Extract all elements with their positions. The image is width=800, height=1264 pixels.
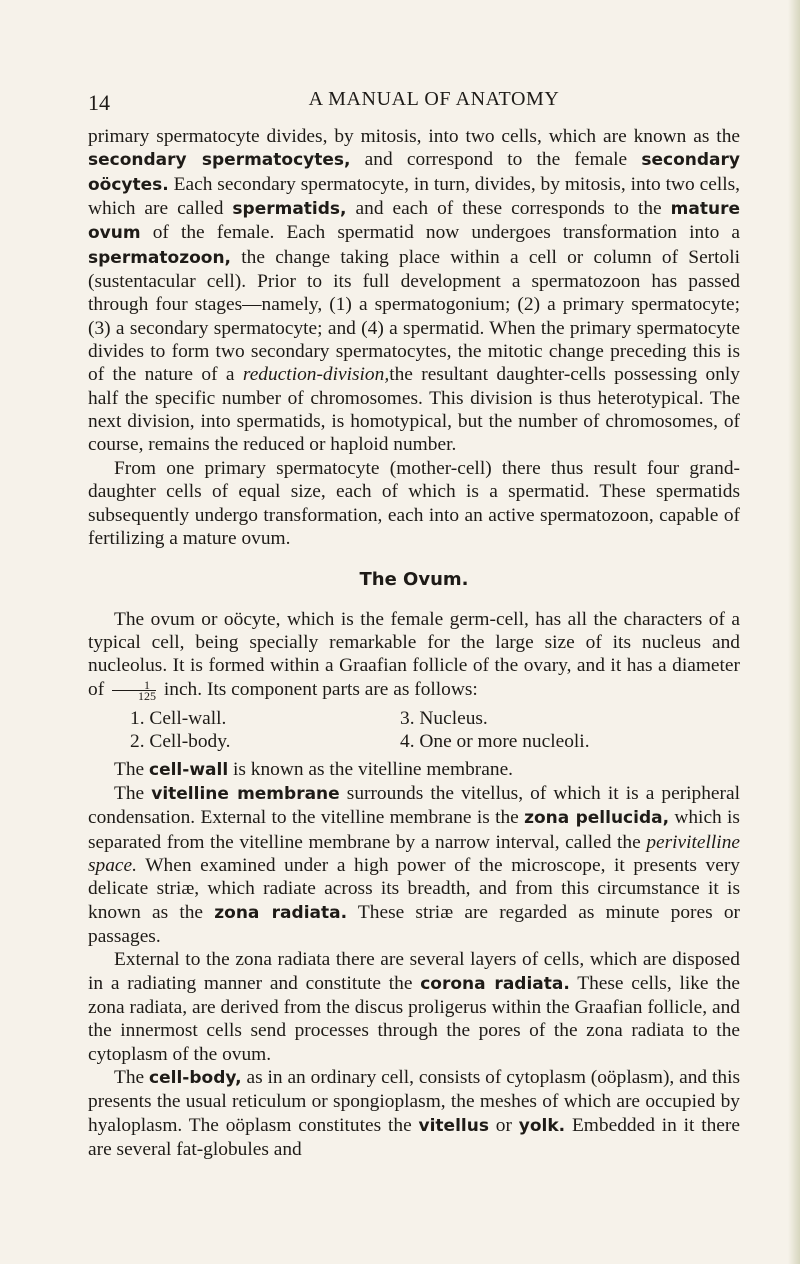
text: These striæ are regarded as minute pores or passages. — [88, 901, 741, 947]
text: and each of these corresponds to the — [346, 198, 671, 220]
running-head: A MANUAL OF ANATOMY — [308, 88, 560, 110]
text: the resultant daughter-cells possessing only half the specific number of chromosomes. This division is thus heterotypical. The next division, into spermatids, is homotypical, but the number of chromosomes, of course, remains the reduced or haploid number. — [88, 364, 740, 456]
list-item: 2. Cell-body. — [130, 731, 231, 753]
page-body — [88, 125, 740, 1161]
list-item: 1. Cell-wall. — [130, 707, 227, 729]
bold-term: yolk. — [518, 1115, 566, 1136]
text: The ovum or oöcyte, which is the female germ-cell, has all the characters of a typical cell, being specially remarkable for the large size of its nucleus and nucleolus. It is formed within a Graafian follicle of the ovary, and it has a diameter of — [88, 608, 740, 700]
page-number: 14 — [88, 90, 110, 115]
text: The — [114, 1067, 150, 1089]
bold-term: cell-wall — [149, 759, 229, 780]
bold-term: vitellus — [418, 1115, 489, 1136]
paragraph-corona-radiata — [88, 948, 740, 1066]
text: is known as the vitelline membrane. — [228, 758, 514, 780]
paragraph-cell-wall — [88, 758, 740, 782]
bold-term: secondary spermatocytes, — [88, 150, 351, 171]
fraction — [112, 677, 157, 703]
text: which is separated from the vitelline membrane by a narrow interval, called the — [88, 807, 740, 853]
paragraph-grand-daughter-cells: From one primary spermatocyte (mother-cell) there thus result four grand-daughter cells of equal size, each of which is a spermatid. These spermatids subsequently undergo transformation, each into an active spermatozoon, capable of fertilizing a mature ovum. — [88, 457, 740, 549]
text: or — [488, 1114, 519, 1136]
paragraph-spermatocytes — [88, 125, 740, 457]
component-parts-list — [130, 707, 740, 754]
italic-term: perivitelline space. — [88, 831, 740, 876]
text: inch. Its component parts are as follows: — [159, 678, 478, 700]
bold-term: zona pellucida, — [524, 808, 670, 829]
text: The — [114, 782, 152, 804]
text: and correspond to the female — [350, 149, 642, 171]
page-header — [88, 86, 740, 116]
bold-term: mature ovum — [88, 199, 740, 244]
text: Embedded in it there are several fat-globules and — [88, 1114, 740, 1161]
fraction-numerator: 1 — [112, 680, 156, 691]
list-item: 3. Nucleus. — [400, 707, 488, 729]
bold-term: zona radiata. — [214, 902, 348, 923]
text: the change taking place within a cell or column of Sertoli (sustentacular cell). Prior to its full development a spermatozoon has passed through four stages—namely, (1) a spermatogonium; (2) a primary spermatocyte; (3) a secondary spermatocyte; and (4) a spermatid. When the primary spermatocyte divides to form two secondary spermatocytes, the mitotic change preceding this is of the nature of a — [88, 246, 740, 386]
text: of the female. Each spermatid now undergoes transformation into a — [140, 222, 740, 244]
section-title: The Ovum. — [359, 569, 469, 591]
bold-term: spermatozoon, — [88, 247, 232, 268]
page-edge-shadow — [788, 0, 800, 1264]
fraction-denominator: 125 — [138, 688, 157, 703]
text: External to the zona radiata there are several layers of cells, which are disposed in a radiating manner and constitute the — [88, 949, 740, 994]
paragraph-ovum — [88, 608, 740, 701]
text: surrounds the vitellus, of which it is a peripheral condensation. External to the vitelline membrane is the — [88, 782, 740, 829]
italic-term: reduction-division, — [242, 364, 390, 386]
paragraph-vitelline-membrane — [88, 782, 740, 948]
list-item: 4. One or more nucleoli. — [400, 731, 590, 753]
paragraph-cell-body — [88, 1066, 740, 1161]
text: primary spermatocyte divides, by mitosis, into two cells, which are known as the — [88, 126, 740, 147]
text: as in an ordinary cell, consists of cytoplasm (oöplasm), and this presents the usual reticulum or spongioplasm, the meshes of which are occupied by hyaloplasm. The oöplasm constitutes the — [88, 1067, 741, 1136]
bold-term: spermatids, — [232, 199, 347, 220]
text: The — [114, 758, 149, 780]
bold-term: secondary oöcytes. — [88, 150, 740, 195]
bold-term: cell-body, — [149, 1068, 242, 1089]
text: These cells, like the zona radiata, are derived from the discus proligerus within the Graafian follicle, and the innermost cells send processes through the pores of the zona radiata to the cytoplasm of the ovum. — [88, 972, 740, 1065]
bold-term: corona radiata. — [420, 973, 570, 994]
text: When examined under a high power of the microscope, it presents very delicate striæ, which radiate across its breadth, and from this circumstance it is known as the — [88, 854, 740, 923]
text: Each secondary spermatocyte, in turn, divides, by mitosis, into two cells, which are called — [88, 173, 740, 220]
bold-term: vitelline membrane — [151, 783, 340, 804]
